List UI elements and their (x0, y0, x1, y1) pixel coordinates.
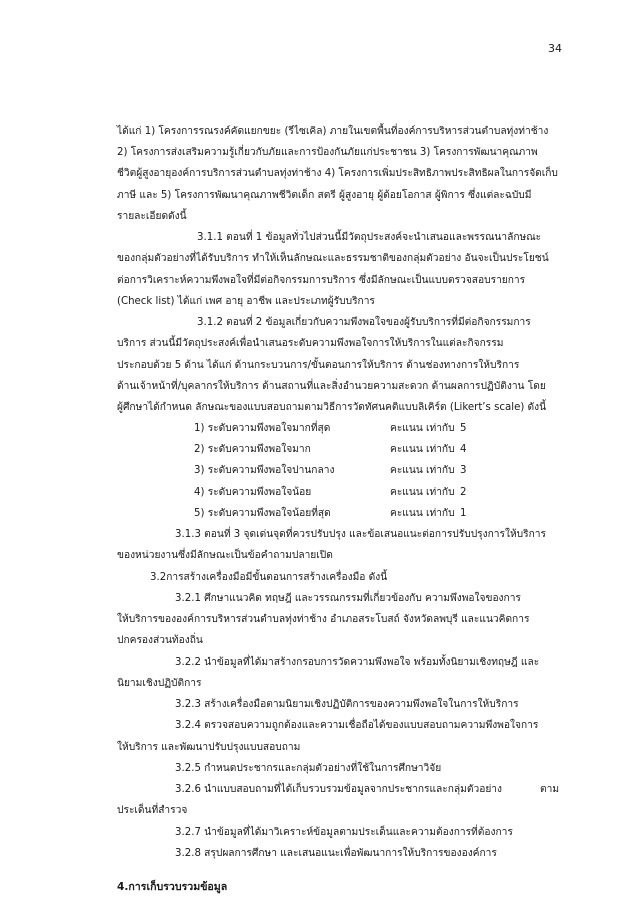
paragraph-line: ได้แก่ 1) โครงการรณรงค์คัดแยกขยะ (รีไซเคิล) ภายในเขตพื้นที่องค์การบริหารส่วนตำบลทุ่งท่าช้าง (117, 126, 549, 137)
scale-score-label: คะแนน เท่ากับ (390, 465, 455, 476)
scale-label: 5) ระดับความพึงพอใจน้อยที่สุด (194, 508, 331, 519)
section-heading: 4.การเก็บรวบรวมข้อมูล (117, 881, 228, 893)
likert-scale-row (194, 443, 466, 457)
paragraph-line: ภาษี และ 5) โครงการพัฒนาคุณภาพชีวิตเด็ก สตรี ผู้สูงอายุ ผู้ด้อยโอกาส ผู้พิการ ซึ่งแต่ละฉบับมี (117, 190, 532, 201)
scale-label: 3) ระดับความพึงพอใจปานกลาง (194, 465, 335, 476)
paragraph-line: 3.2.7 นำข้อมูลที่ได้มาวิเคราะห์ข้อมูลตามประเด็นและความต้องการที่ต้องการ (175, 827, 513, 838)
paragraph-line: 3.2.2 นำข้อมูลที่ได้มาสร้างกรอบการวัดความพึงพอใจ พร้อมทั้งนิยามเชิงทฤษฎี และ (175, 657, 540, 668)
paragraph-line: 3.1.2 ตอนที่ 2 ข้อมูลเกี่ยวกับความพึงพอใจของผู้รับบริการที่มีต่อกิจกรรมการ (197, 317, 531, 328)
paragraph-line: ให้บริการขององค์การบริหารส่วนตำบลทุ่งท่าช้าง อำเภอสระโบสถ์ จังหวัดลพบุรี และแนวคิดการ (117, 614, 530, 625)
paragraph-line: ปกครองส่วนท้องถิ่น (117, 635, 203, 646)
paragraph-line: ของกลุ่มตัวอย่างที่ได้รับบริการ ทำให้เห็นลักษณะและธรรมชาติของกลุ่มตัวอย่าง อันจะเป็นประโยชน์ (117, 253, 549, 264)
likert-scale-row (194, 507, 466, 521)
page-number: 34 (548, 42, 562, 55)
likert-scale-row (194, 464, 466, 478)
paragraph-text: 3.2.6 นำแบบสอบถามที่ได้เก็บรวบรวมข้อมูลจากประชากรและกลุ่มตัวอย่าง (175, 784, 502, 795)
scale-value: 1 (460, 508, 467, 519)
paragraph-line: ให้บริการ และพัฒนาปรับปรุงแบบสอบถาม (117, 742, 301, 753)
paragraph-line: ชีวิตผู้สูงอายุองค์การบริการส่วนตำบลทุ่งท่าช้าง 4) โครงการเพิ่มประสิทธิภาพประสิทธิผลในการจัดเก็บ (117, 168, 558, 179)
paragraph-line: 3.2.3 สร้างเครื่องมือตามนิยามเชิงปฏิบัติการของความพึงพอใจในการให้บริการ (175, 699, 519, 710)
scale-value: 5 (460, 423, 467, 434)
scale-value: 2 (460, 487, 467, 498)
likert-scale-row (194, 422, 466, 436)
scale-label: 1) ระดับความพึงพอใจมากที่สุด (194, 423, 331, 434)
paragraph-line: นิยามเชิงปฏิบัติการ (117, 678, 202, 689)
paragraph-line: 3.2.5 กำหนดประชากรและกลุ่มตัวอย่างที่ใช้ในการศึกษาวิจัย (175, 763, 442, 774)
paragraph-line: ด้านเจ้าหน้าที่/บุคลากรให้บริการ ด้านสถานที่และสิ่งอำนวยความสะดวก ด้านผลการปฏิบัติงาน โดย (117, 381, 546, 392)
subsection-heading: 3.2การสร้างเครื่องมือมีขั้นตอนการสร้างเครื่องมือ ดังนี้ (150, 572, 388, 583)
scale-value: 3 (460, 465, 467, 476)
scale-value: 4 (460, 444, 467, 455)
paragraph-line: 2) โครงการส่งเสริมความรู้เกี่ยวกับภัยและการป้องกันภัยแก่ประชาชน 3) โครงการพัฒนาคุณภาพ (117, 147, 538, 158)
paragraph-line: 3.2.4 ตรวจสอบความถูกต้องและความเชื่อถือได้ของแบบสอบถามความพึงพอใจการ (175, 720, 539, 731)
paragraph-line: ต่อการวิเคราะห์ความพึงพอใจที่มีต่อกิจกรรมการบริการ ซึ่งมีลักษณะเป็นแบบตรวจสอบรายการ (117, 275, 526, 286)
likert-scale-row (194, 486, 466, 500)
scale-score-label: คะแนน เท่ากับ (390, 444, 455, 455)
paragraph-line: ประเด็นที่สำรวจ (117, 805, 188, 816)
paragraph-line: ประกอบด้วย 5 ด้าน ได้แก่ ด้านกระบวนการ/ขั้นตอนการให้บริการ ด้านช่องทางการให้บริการ (117, 360, 520, 371)
paragraph-line: ผู้ศึกษาได้กำหนด ลักษณะของแบบสอบถามตามวิธีการวัดทัศนคติแบบลิเคิร์ต (Likert’s scale) ดังนี้ (117, 402, 547, 413)
paragraph-line: (Check list) ได้แก่ เพศ อายุ อาชีพ และประเภทผู้รับบริการ (117, 296, 375, 307)
paragraph-line (175, 783, 560, 797)
paragraph-line: 3.2.1 ศึกษาแนวคิด ทฤษฎี และวรรณกรรมที่เกี่ยวข้องกับ ความพึงพอใจของการ (175, 593, 521, 604)
paragraph-line: รายละเอียดดังนี้ (117, 211, 187, 222)
scale-score-label: คะแนน เท่ากับ (390, 487, 455, 498)
scale-score-label: คะแนน เท่ากับ (390, 508, 455, 519)
paragraph-line: บริการ ส่วนนี้มีวัตถุประสงค์เพื่อนำเสนอระดับความพึงพอใจการให้บริการในแต่ละกิจกรรม (117, 338, 504, 349)
paragraph-line: ของหน่วยงานซึ่งมีลักษณะเป็นข้อคำถามปลายเปิด (117, 550, 333, 561)
scale-label: 4) ระดับความพึงพอใจน้อย (194, 487, 312, 498)
paragraph-text: ตาม (540, 784, 560, 795)
scale-label: 2) ระดับความพึงพอใจมาก (194, 444, 311, 455)
paragraph-line: 3.1.1 ตอนที่ 1 ข้อมูลทั่วไปส่วนนี้มีวัตถุประสงค์จะนำเสนอและพรรณนาลักษณะ (197, 232, 542, 243)
paragraph-line: 3.2.8 สรุปผลการศึกษา และเสนอแนะเพื่อพัฒนาการให้บริการขององค์การ (175, 848, 497, 859)
scale-score-label: คะแนน เท่ากับ (390, 423, 455, 434)
paragraph-line: 3.1.3 ตอนที่ 3 จุดเด่นจุดที่ควรปรับปรุง และข้อเสนอแนะต่อการปรับปรุงการให้บริการ (175, 529, 546, 540)
